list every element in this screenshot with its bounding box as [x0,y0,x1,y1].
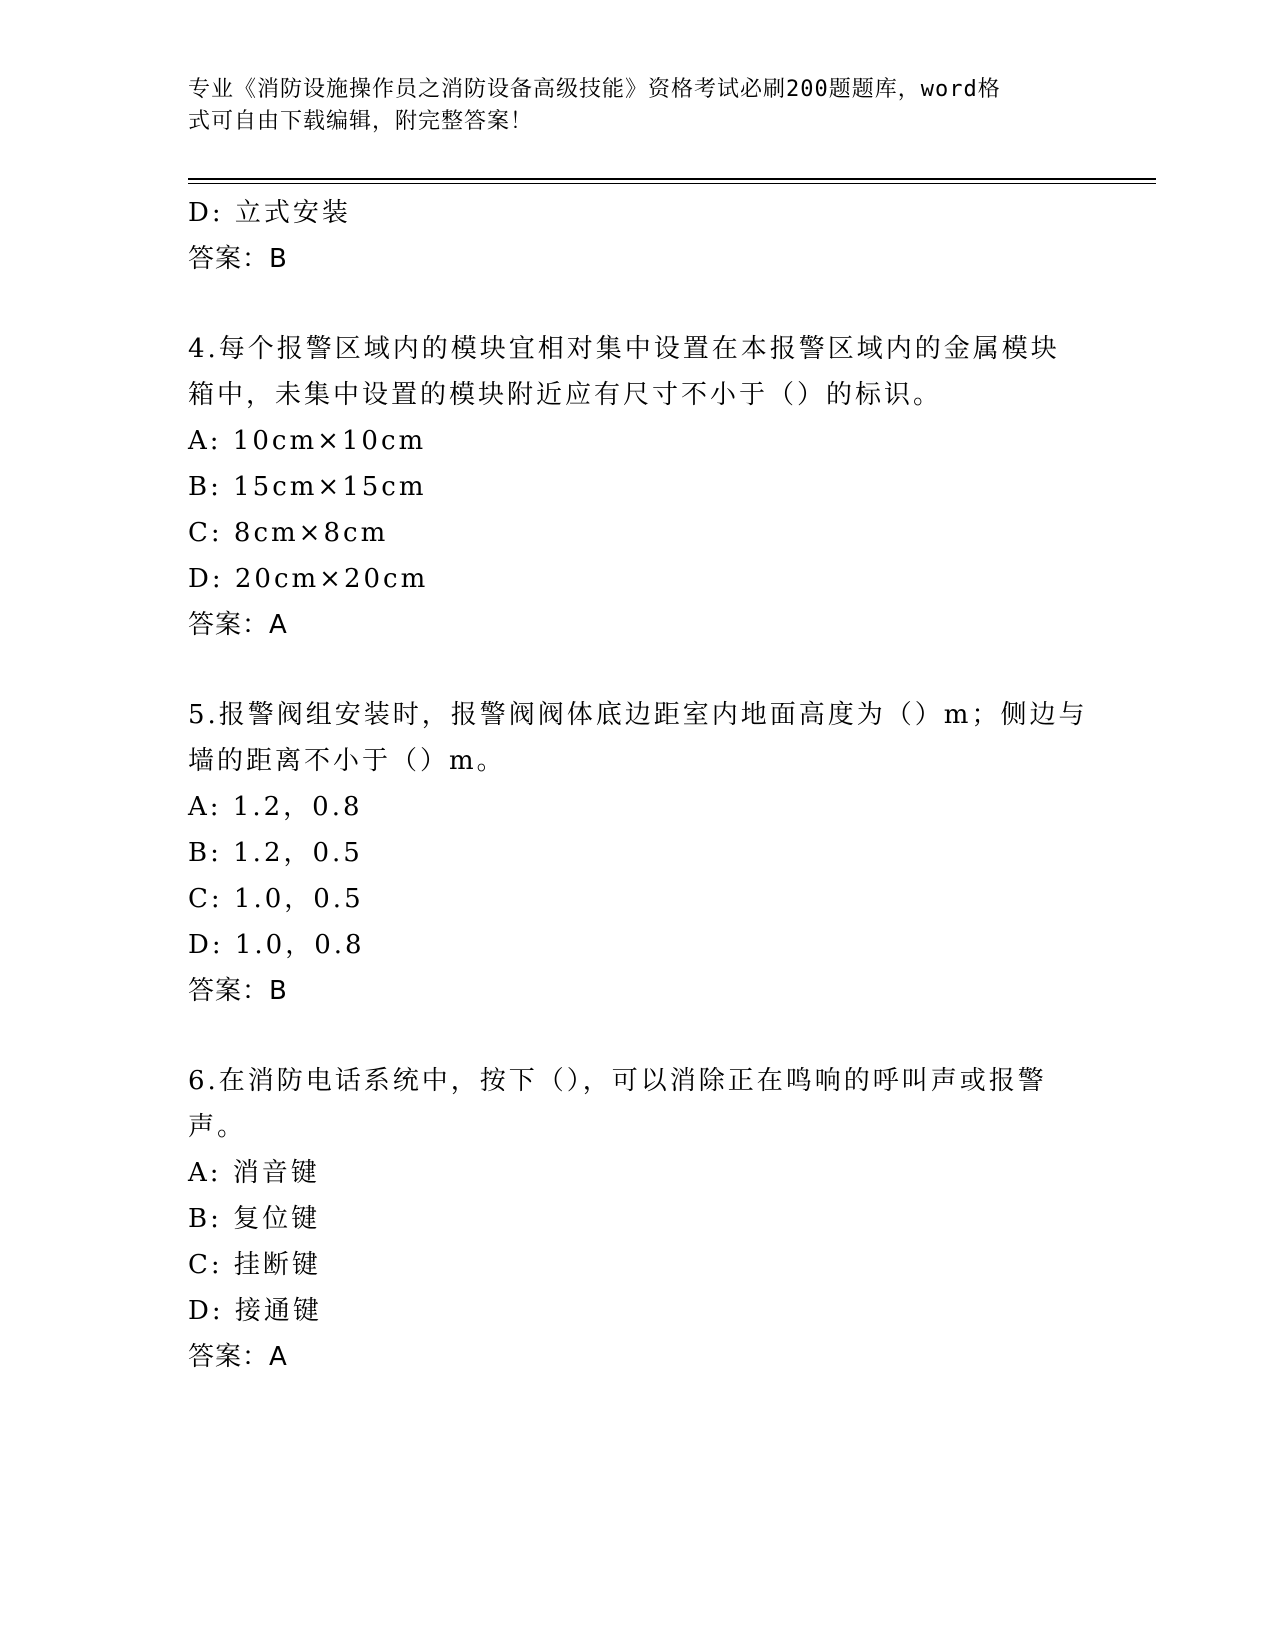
document-header [188,74,1068,138]
question-stem-line-1: 5.报警阀组安装时，报警阀阀体底边距室内地面高度为（）m；侧边与 [188,700,1088,730]
question-stem-line-2: 箱中，未集中设置的模块附近应有尺寸不小于（）的标识。 [188,380,943,410]
option-c: C: 1.0，0.5 [188,884,364,914]
spacer [188,282,1088,326]
previous-answer: 答案：B [188,244,288,274]
question-5 [188,692,1088,1014]
option-c: C: 8cm×8cm [188,518,389,548]
option-d: D: 接通键 [188,1296,322,1326]
question-4 [188,326,1088,648]
answer: 答案：A [188,610,288,640]
question-6 [188,1058,1088,1380]
option-a: A: 1.2，0.8 [188,792,363,822]
option-a: A: 消音键 [188,1158,320,1188]
answer: 答案：A [188,1342,288,1372]
answer: 答案：B [188,976,288,1006]
spacer [188,648,1088,692]
spacer [188,1014,1088,1058]
header-line-1: 专业《消防设施操作员之消防设备高级技能》资格考试必刷200题题库，word格 [188,77,1001,102]
option-b: B: 1.2，0.5 [188,838,363,868]
previous-option-d: D: 立式安装 [188,198,351,228]
question-stem-line-2: 墙的距离不小于（）m。 [188,746,506,776]
question-stem-line-2: 声。 [188,1112,247,1142]
header-line-2: 式可自由下载编辑，附完整答案！ [188,109,534,134]
question-stem-line-1: 4.每个报警区域内的模块宜相对集中设置在本报警区域内的金属模块 [188,334,1060,364]
option-b: B: 15cm×15cm [188,472,427,502]
header-divider-thin [188,183,1156,184]
question-content [188,190,1088,1380]
option-a: A: 10cm×10cm [188,426,427,456]
option-b: B: 复位键 [188,1204,321,1234]
question-stem-line-1: 6.在消防电话系统中，按下（），可以消除正在鸣响的呼叫声或报警 [188,1066,1047,1096]
option-d: D: 1.0，0.8 [188,930,365,960]
option-d: D: 20cm×20cm [188,564,429,594]
option-c: C: 挂断键 [188,1250,321,1280]
header-divider-thick [188,178,1156,180]
